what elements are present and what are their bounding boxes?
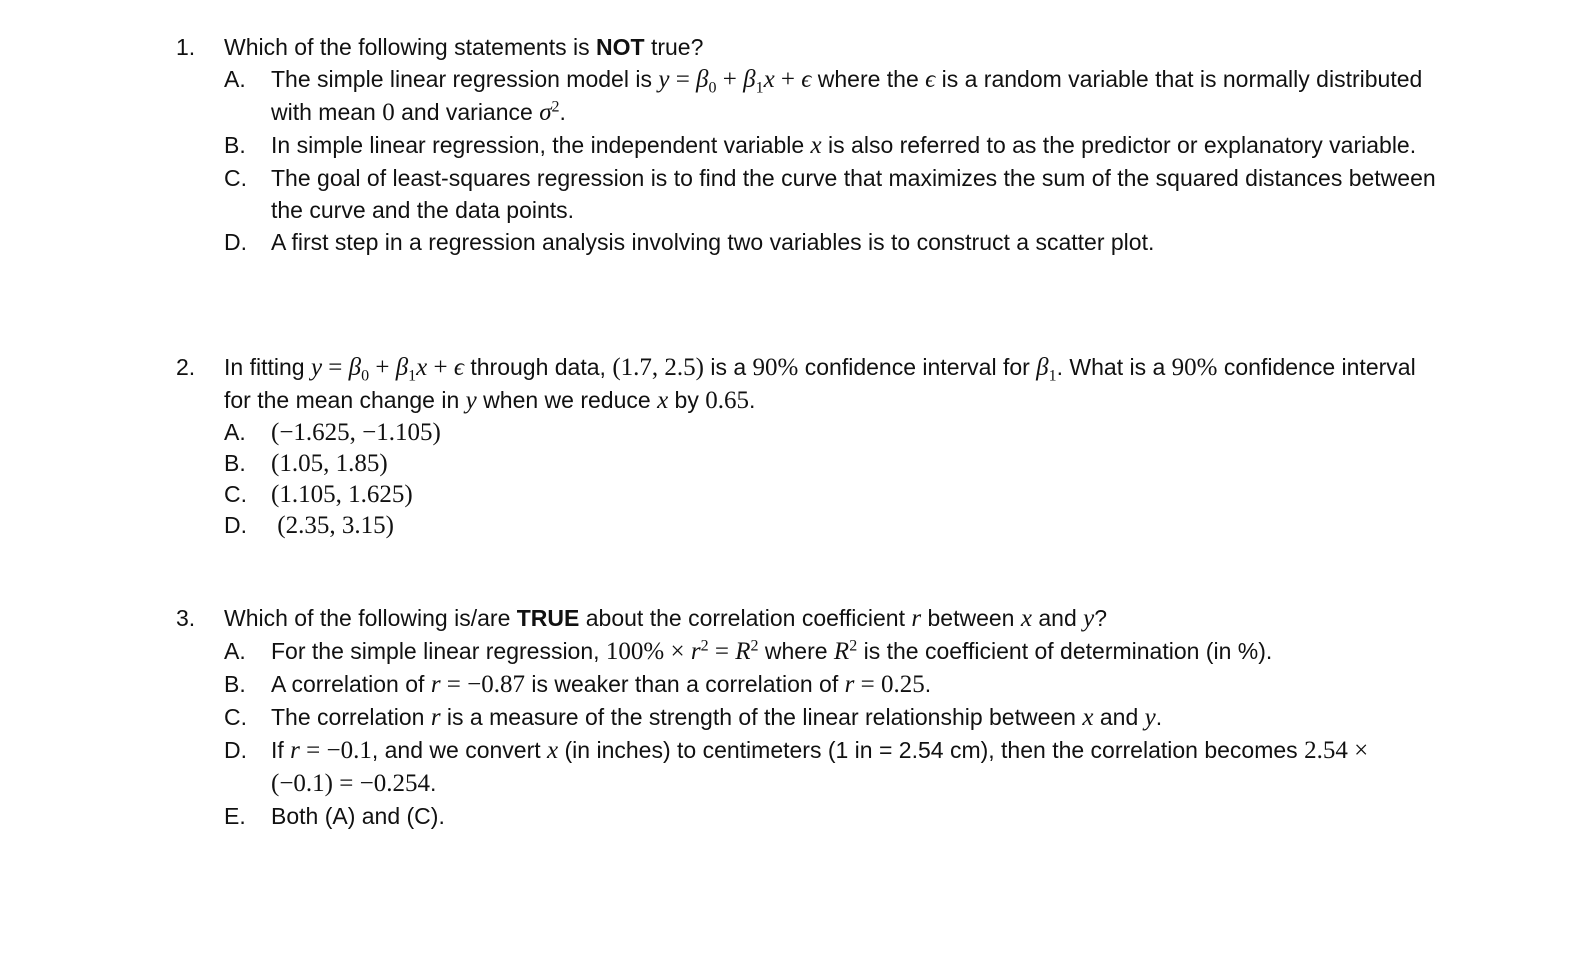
math-equals: =: [708, 638, 736, 665]
options-list: [224, 635, 1436, 832]
math-interval: (1.7, 2.5): [612, 354, 704, 381]
option-letter: B.: [224, 671, 246, 697]
math-x: x: [1020, 605, 1032, 632]
option-letter: A.: [224, 66, 246, 92]
option-letter: E.: [224, 803, 246, 829]
math-percent: 90%: [752, 354, 799, 381]
option-text: is a random variable that is normally distributed with mean: [271, 66, 1423, 125]
math-y: y: [465, 387, 477, 414]
math-value: 0.65: [705, 387, 749, 414]
option-text: and: [1093, 704, 1145, 730]
math-epsilon: ϵ: [453, 354, 464, 381]
option-c: [224, 479, 1436, 510]
option-text: The correlation: [271, 704, 431, 730]
math-plus: +: [369, 354, 396, 381]
option-a: [224, 417, 1436, 448]
option-text: where: [758, 638, 834, 664]
option-d: [224, 734, 1436, 800]
option-text: is weaker than a correlation of: [525, 671, 845, 697]
math-expression: 100% ×: [605, 638, 691, 665]
question-number: 1.: [176, 34, 196, 60]
option-text: Both (A) and (C).: [271, 803, 445, 829]
option-text: .: [429, 770, 437, 796]
math-x: x: [547, 737, 559, 764]
option-letter: D.: [224, 512, 247, 538]
math-y: y: [1144, 704, 1156, 731]
question-number: 2.: [176, 354, 196, 380]
math-subscript: 0: [708, 79, 717, 97]
option-a: [224, 63, 1436, 129]
stem-text: .: [749, 387, 756, 413]
option-text: The goal of least-squares regression is to find the curve that maximizes the sum of the squared distances between the curve and the data points.: [271, 165, 1436, 223]
math-beta: β: [743, 66, 756, 93]
stem-text: true?: [644, 34, 704, 60]
question-1: [176, 31, 1436, 258]
stem-text: Which of the following statements is: [224, 34, 596, 60]
question-2: [176, 351, 1436, 541]
math-x: x: [416, 354, 428, 381]
math-beta: β: [696, 66, 709, 93]
stem-text: confidence interval for the mean change in: [224, 354, 1416, 413]
option-text: is the coefficient of determination (in %).: [857, 638, 1273, 664]
option-text: .: [559, 99, 566, 125]
stem-text: is a: [703, 354, 753, 380]
math-R: R: [735, 638, 751, 665]
math-superscript: 2: [551, 98, 560, 116]
math-plus: +: [774, 66, 802, 93]
math-epsilon: ϵ: [925, 66, 936, 93]
option-interval: (−1.625, −1.105): [271, 419, 441, 446]
stem-text: through data,: [463, 354, 613, 380]
option-text: .: [924, 671, 932, 697]
option-c: [224, 701, 1436, 734]
math-sigma: σ: [539, 99, 552, 126]
option-b: [224, 129, 1436, 162]
math-subscript: 0: [361, 367, 370, 385]
math-superscript: 2: [849, 637, 858, 655]
math-y: y: [1083, 605, 1095, 632]
math-x: x: [763, 66, 775, 93]
question-stem: [176, 31, 1436, 63]
math-beta: β: [395, 354, 409, 381]
option-interval: (1.105, 1.625): [271, 481, 413, 508]
question-number: 3.: [176, 605, 196, 631]
option-text: The simple linear regression model is: [271, 66, 659, 92]
math-zero: 0: [382, 99, 395, 126]
math-value: = 0.25: [854, 671, 925, 698]
emphasis-not: NOT: [596, 34, 645, 60]
math-y: y: [658, 66, 670, 93]
math-expression: 2.54 × (−0.1) = −0.254: [271, 737, 1369, 797]
math-subscript: 1: [1048, 367, 1057, 385]
option-letter: A.: [224, 419, 246, 445]
option-b: [224, 448, 1436, 479]
option-text: If: [271, 737, 291, 763]
option-b: [224, 668, 1436, 701]
math-r: r: [911, 605, 922, 632]
option-letter: C.: [224, 481, 247, 507]
stem-text: and: [1031, 605, 1084, 631]
stem-text: Which of the following is/are: [224, 605, 517, 631]
option-interval: (1.05, 1.85): [271, 450, 388, 477]
option-letter: D.: [224, 229, 247, 255]
math-r: r: [430, 671, 441, 698]
math-value: = −0.87: [440, 671, 525, 698]
math-equals: =: [669, 66, 697, 93]
math-value: = −0.1: [299, 737, 372, 764]
option-text: A correlation of: [271, 671, 431, 697]
math-r: r: [690, 638, 701, 665]
option-letter: D.: [224, 737, 247, 763]
option-text: and variance: [394, 99, 540, 125]
option-e: [224, 800, 1436, 832]
math-R: R: [833, 638, 850, 665]
option-interval: (2.35, 3.15): [271, 512, 394, 539]
option-letter: B.: [224, 132, 246, 158]
math-x: x: [657, 387, 669, 414]
math-percent: 90%: [1171, 354, 1218, 381]
math-x: x: [1082, 704, 1094, 731]
math-plus: +: [716, 66, 744, 93]
option-d: [224, 226, 1436, 258]
options-list: [224, 63, 1436, 258]
math-subscript: 1: [408, 367, 417, 385]
math-superscript: 2: [750, 637, 759, 655]
stem-text: . What is a: [1056, 354, 1172, 380]
math-y: y: [310, 354, 323, 381]
option-c: [224, 162, 1436, 226]
option-text: , and we convert: [371, 737, 548, 763]
stem-text: by: [668, 387, 706, 413]
option-letter: C.: [224, 165, 247, 191]
option-letter: A.: [224, 638, 246, 664]
math-epsilon: ϵ: [801, 66, 812, 93]
question-stem: [176, 602, 1436, 635]
math-beta: β: [348, 354, 362, 381]
option-text: For the simple linear regression,: [271, 638, 606, 664]
option-text: is a measure of the strength of the linear relationship between: [440, 704, 1083, 730]
option-text: .: [1155, 704, 1163, 730]
option-text: A first step in a regression analysis involving two variables is to construct a scatter plot.: [271, 229, 1155, 255]
math-r: r: [844, 671, 855, 698]
stem-text: ?: [1094, 605, 1108, 631]
options-list: [224, 417, 1436, 541]
stem-text: between: [921, 605, 1021, 631]
math-r: r: [430, 704, 441, 731]
stem-text: confidence interval for: [798, 354, 1037, 380]
option-letter: C.: [224, 704, 247, 730]
option-text: (in inches) to centimeters (1 in = 2.54 cm), then the correlation becomes: [558, 737, 1305, 763]
math-subscript: 1: [755, 79, 764, 97]
math-superscript: 2: [700, 637, 709, 655]
math-x: x: [810, 132, 822, 159]
emphasis-true: TRUE: [516, 605, 580, 631]
option-letter: B.: [224, 450, 246, 476]
option-d: [224, 510, 1436, 541]
question-stem: [176, 351, 1436, 417]
stem-text: about the correlation coefficient: [579, 605, 912, 631]
option-text: is also referred to as the predictor or explanatory variable.: [821, 132, 1417, 158]
math-equals: =: [322, 354, 349, 381]
option-a: [224, 635, 1436, 668]
option-text: In simple linear regression, the independent variable: [271, 132, 811, 158]
math-plus: +: [427, 354, 454, 381]
stem-text: when we reduce: [476, 387, 658, 413]
question-3: [176, 602, 1436, 832]
math-beta: β: [1036, 354, 1049, 381]
math-r: r: [290, 737, 300, 764]
stem-text: In fitting: [224, 354, 311, 380]
option-text: where the: [811, 66, 926, 92]
